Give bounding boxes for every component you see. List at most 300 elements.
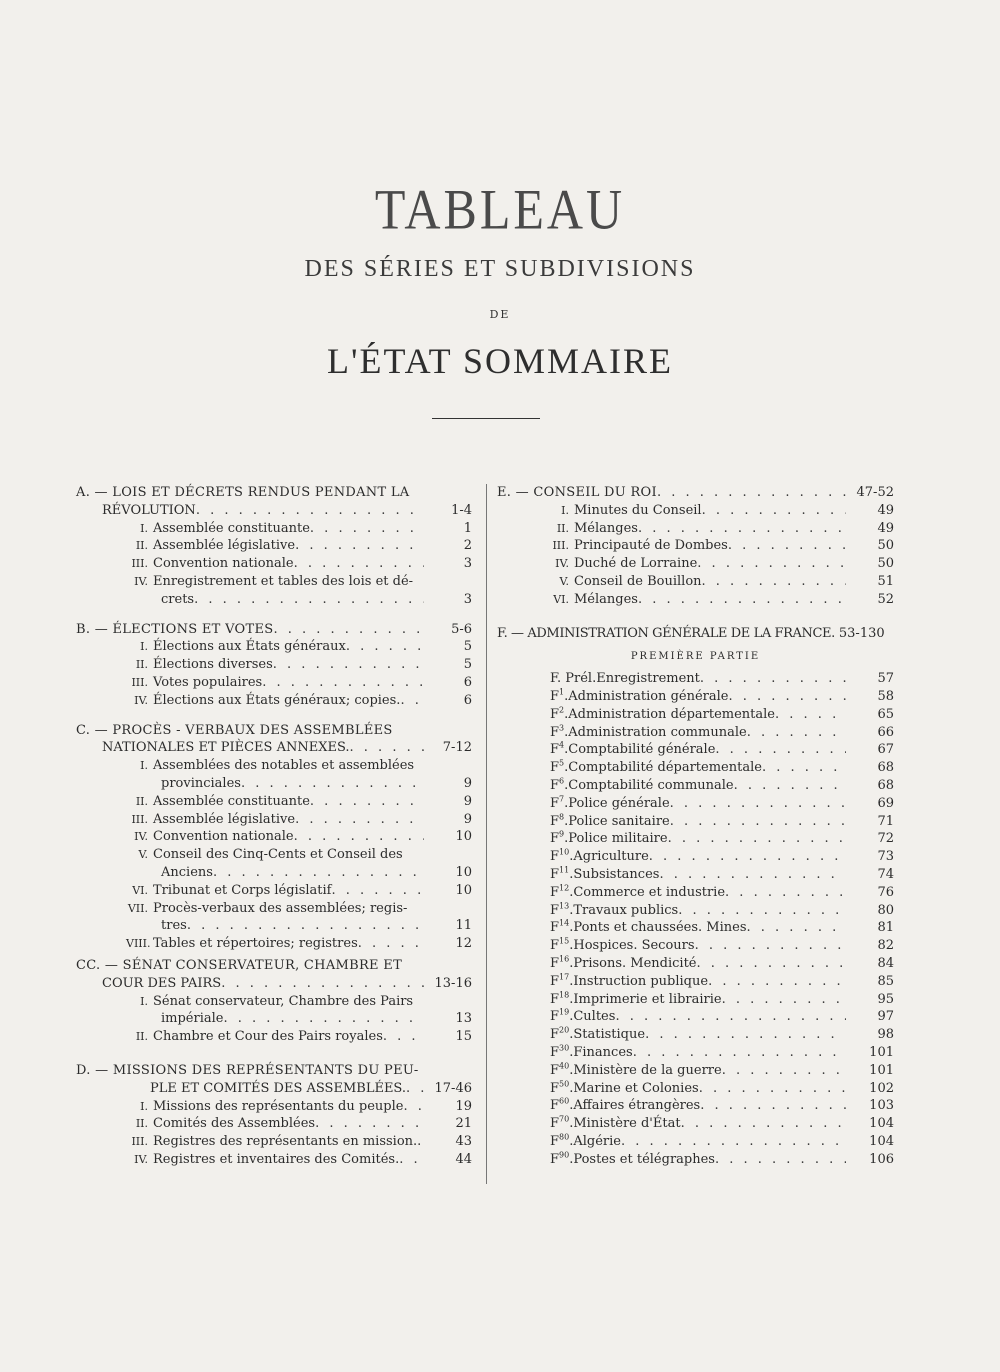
page-number: 9 [463,811,472,827]
toc-entry [497,520,894,538]
toc-entry [76,828,472,846]
dot-leader [399,1151,424,1169]
page-number: 101 [869,1062,894,1078]
series-code [550,991,573,1009]
section-e [497,484,894,609]
entry-text: Comptabilité départementale [568,760,762,776]
roman-numeral: IV. [555,557,569,571]
page-number: 10 [455,882,472,898]
toc-entry [497,1115,894,1133]
dot-leader [615,1008,846,1026]
section-heading-cont: PLE ET COMITÉS DES ASSEMBLÉES. [150,1080,407,1096]
page-number: 102 [869,1080,894,1096]
series-letter: F [550,849,560,865]
entry-text: Assemblées des notables et assemblées [153,758,415,774]
dot-leader [715,1151,846,1169]
dot-leader [294,828,424,846]
dot-leader [403,1098,424,1116]
dot-leader [697,555,846,573]
section-heading-cont: NATIONALES ET PIÈCES ANNEXES. [102,740,350,756]
separator: . [569,1116,574,1132]
entry-text: Minutes du Conseil [574,502,702,518]
toc-entry [76,674,472,692]
series-letter: F [550,902,560,918]
toc-entry [76,846,472,864]
section-heading-cont: RÉVOLUTION [102,502,196,518]
page-number: 43 [455,1134,472,1150]
page-number: 57 [877,671,894,687]
separator: . [569,1133,574,1149]
page-number: 98 [877,1027,894,1043]
toc-entry [497,848,894,866]
page-number: 3 [463,556,472,572]
page-number: 49 [877,520,894,536]
entry-text: Enregistrement et tables des lois et dé- [153,573,414,589]
page-number: 10 [455,829,472,845]
toc-entry [76,656,472,674]
toc-entry [497,1062,894,1080]
toc-entry [76,1028,472,1046]
roman-numeral: III. [131,675,148,689]
series-number: 19 [559,1007,570,1017]
roman-numeral: III. [552,539,569,553]
page-number: 82 [877,938,894,954]
series-number: 2 [559,705,565,715]
page-number: 2 [463,538,472,554]
roman-numeral: II. [135,539,148,553]
dot-leader [645,1026,846,1044]
toc-entry [497,813,894,831]
entry-text: Élections aux États généraux; copies. [153,692,401,708]
entry-text: Principauté de Dombes [574,538,728,554]
series-number: 15 [559,936,570,946]
toc-entry [76,1098,472,1116]
series-number: 1 [559,687,565,697]
dot-leader [406,1080,424,1098]
series-letter: F [550,795,560,811]
dot-leader [383,1028,424,1046]
series-letter: F. Prél. [550,671,597,687]
dot-leader [668,830,846,848]
dot-leader [697,955,847,973]
separator: . [569,849,574,865]
entry-text: Subsistances [573,866,660,882]
toc-entry [497,955,894,973]
series-letter: F [550,760,560,776]
page-number: 44 [455,1151,472,1167]
dot-leader [728,537,846,555]
entry-text: Prisons. Mendicité [573,955,697,971]
series-code [550,866,573,884]
series-letter: F [550,1098,560,1114]
page-number: 3 [463,591,472,607]
dot-leader [221,975,424,993]
series-code [550,1133,573,1151]
toc-entry [497,937,894,955]
dot-leader [273,621,424,639]
toc-entry [497,688,894,706]
dot-leader [681,1115,846,1133]
toc-entry-cont [76,591,472,609]
separator: . [564,760,569,776]
series-number: 16 [559,954,570,964]
page-subtitle: DES SÉRIES ET SUBDIVISIONS [304,256,696,282]
toc-entry [497,866,894,884]
entry-text: Registres des représentants en mission. [153,1134,418,1150]
entry-text: Mélanges [574,591,638,607]
series-code [550,1151,573,1169]
series-code [550,741,568,759]
section-heading: C. — PROCÈS - VERBAUX DES ASSEMBLÉES [76,722,393,738]
series-letter: F [550,991,560,1007]
entry-text: Mélanges [574,520,638,536]
page-number: 9 [463,775,472,791]
right-column [497,484,894,1168]
toc-entry [76,1133,472,1151]
entry-text-cont: Anciens [161,864,213,880]
series-number: 20 [559,1025,570,1035]
separator: . [569,938,574,954]
dot-leader [196,502,424,520]
series-letter: F [550,1151,560,1167]
roman-numeral: V. [559,574,569,588]
series-number: 90 [559,1150,570,1160]
page-number: 95 [877,991,894,1007]
part-label: PREMIÈRE PARTIE [630,651,761,663]
entry-text: Marine et Colonies [573,1080,699,1096]
entry-text: Élections aux États généraux [153,639,346,655]
toc-entry [497,484,894,502]
series-number: 80 [559,1132,570,1142]
series-number: 18 [559,990,570,1000]
entry-text: Registres et inventaires des Comités. [153,1151,400,1167]
toc-entry [76,757,472,775]
toc-entry [76,638,472,656]
page-number: 49 [877,502,894,518]
separator: . [564,777,569,793]
entry-text: Hospices. Secours [573,938,695,954]
roman-numeral: I. [140,1099,148,1113]
roman-numeral: V. [138,848,148,862]
dot-leader [621,1133,846,1151]
roman-numeral: IV. [134,693,148,707]
series-letter: F [550,866,560,882]
page-title-secondary: L'ÉTAT SOMMAIRE [327,341,673,381]
series-code [550,777,568,795]
series-number: 12 [559,883,570,893]
section-f [497,625,894,1169]
toc-entry-cont [76,917,472,935]
page-number: 53-130 [838,625,885,641]
dot-leader [262,674,424,692]
series-number: 50 [559,1079,570,1089]
entry-text: Tables et répertoires; registres [153,936,358,952]
page-number: 104 [869,1116,894,1132]
dot-leader [657,484,846,502]
toc-entry [497,625,894,643]
series-code [550,795,568,813]
toc-entry [76,555,472,573]
dot-leader [728,688,846,706]
toc-entry [497,502,894,520]
series-letter: F [550,1027,560,1043]
entry-text: Police générale [568,795,670,811]
toc-entry [76,993,472,1011]
entry-text: Police militaire [568,831,668,847]
roman-numeral: II. [135,794,148,808]
page-number: 5-6 [451,621,472,637]
page-number: 58 [877,688,894,704]
page-number: 67 [877,742,894,758]
toc-entry [497,1151,894,1169]
entry-text: Tribunat et Corps législatif [153,882,332,898]
dot-leader [670,813,846,831]
toc-entry [497,1097,894,1115]
separator: . [564,706,569,722]
entry-text: Comptabilité générale [568,742,716,758]
dot-leader [702,502,846,520]
toc-entry [497,777,894,795]
toc-entry [497,759,894,777]
section-c [76,722,472,953]
entry-text: Assemblée constituante [153,793,310,809]
series-number: 60 [559,1096,570,1106]
entry-text-cont: impériale [161,1011,224,1027]
series-letter: F [550,1133,560,1149]
dot-leader [659,866,846,884]
series-number: 14 [559,919,570,928]
series-letter: F [550,706,560,722]
dot-leader [725,884,846,902]
entry-text-cont: crets [161,591,195,607]
page-number: 65 [877,706,894,722]
toc-entry [497,919,894,937]
section-d [76,1062,472,1169]
series-number: 13 [559,901,570,911]
series-number: 40 [559,1061,570,1071]
toc-entry [76,811,472,829]
dot-leader [670,795,846,813]
separator: . [569,973,574,989]
entry-text: Chambre et Cour des Pairs royales [153,1029,383,1045]
dot-leader [417,1133,424,1151]
toc-entry-cont [76,1010,472,1028]
series-code [550,724,568,742]
dot-leader [700,670,846,688]
series-code [550,1008,573,1026]
separator: . [569,1027,574,1043]
series-code [550,1062,573,1080]
roman-numeral: VI. [553,592,569,606]
roman-numeral: I. [561,503,569,517]
series-code [550,1097,573,1115]
entry-text: Ministère de la guerre [573,1062,722,1078]
page-number: 50 [877,556,894,572]
page-number: 51 [877,573,894,589]
separator: . [569,1009,574,1025]
entry-text: Affaires étrangères [573,1098,701,1114]
separator: . [569,920,574,936]
toc-entry [497,1044,894,1062]
separator: . [569,866,574,882]
dot-leader [649,848,846,866]
series-number: 8 [559,812,565,822]
toc-entry [497,902,894,920]
page-number: 15 [455,1029,472,1045]
dot-leader [315,1115,424,1133]
series-code [550,759,568,777]
series-number: 11 [559,865,570,875]
entry-text-cont: tres [161,918,187,934]
dot-leader [695,937,846,955]
dot-leader [241,775,424,793]
roman-numeral: III. [131,1135,148,1149]
dot-leader [358,935,424,953]
separator: . [569,1062,574,1078]
series-number: 30 [559,1043,570,1053]
dot-leader [775,706,846,724]
toc-entry [76,573,472,591]
series-code [550,830,568,848]
roman-numeral: IV. [134,830,148,844]
dot-leader [295,811,424,829]
toc-entry [497,991,894,1009]
dot-leader [633,1044,846,1062]
toc-entry [497,741,894,759]
page-number: 68 [877,760,894,776]
series-letter: F [550,938,560,954]
series-code [550,919,573,937]
separator: . [569,1151,574,1167]
left-column [76,484,472,1169]
series-number: 7 [559,794,565,804]
series-letter: F [550,1009,560,1025]
entry-text: Duché de Lorraine [574,556,698,572]
title-connector: DE [489,308,511,321]
page-number: 71 [877,813,894,829]
entry-text: Administration communale [568,724,747,740]
series-number: 3 [559,723,565,733]
toc-entry [497,591,894,609]
series-number: 6 [559,776,565,786]
page-number: 73 [877,849,894,865]
series-number: 17 [559,972,570,982]
dot-leader [734,777,846,795]
toc-entry [76,502,472,520]
entry-text: Conseil de Bouillon [574,573,702,589]
page-number: 81 [877,920,894,936]
page-number: 84 [877,955,894,971]
column-divider [486,484,487,1184]
roman-numeral: I. [140,759,148,773]
separator: . [569,991,574,1007]
toc-entry [497,1133,894,1151]
toc-entry-cont [76,864,472,882]
section-heading: F. — ADMINISTRATION GÉNÉRALE DE LA FRANCE. [497,625,835,641]
section-heading: B. — ÉLECTIONS ET VOTES [76,621,274,637]
page-number: 74 [877,866,894,882]
entry-text: Statistique [573,1027,646,1043]
dot-leader [715,741,846,759]
series-code [550,902,573,920]
dot-leader [702,573,846,591]
entry-text: Comités des Assemblées [153,1116,316,1132]
page-number: 52 [877,591,894,607]
series-code [550,1080,573,1098]
page-number: 5 [463,639,472,655]
roman-numeral: II. [135,1030,148,1044]
dot-leader [762,759,846,777]
toc-entry [497,706,894,724]
dot-leader [213,864,424,882]
entry-text-cont: provinciales [161,775,241,791]
series-number: 4 [559,741,565,751]
series-code [550,973,573,991]
toc-entry [497,670,894,688]
series-code [550,813,568,831]
series-code [550,937,573,955]
toc-entry [497,973,894,991]
series-letter: F [550,955,560,971]
dot-leader [700,1097,846,1115]
page-number: 80 [877,902,894,918]
roman-numeral: I. [140,640,148,654]
page-number: 13 [455,1011,472,1027]
entry-text: Postes et télégraphes [573,1151,715,1167]
entry-text: Comptabilité communale [568,777,734,793]
entry-text: Ministère d'État [573,1116,681,1132]
series-number: 5 [559,758,565,768]
page-number: 72 [877,831,894,847]
page-number: 17-46 [434,1080,472,1096]
page-title: TABLEAU [374,176,626,242]
dot-leader [699,1080,846,1098]
page-number: 11 [455,918,472,934]
series-code [550,670,596,688]
separator: . [569,1044,574,1060]
series-letter: F [550,1044,560,1060]
separator: . [564,724,569,740]
entry-text: Imprimerie et librairie [573,991,722,1007]
dot-leader [194,591,424,609]
series-code [550,706,568,724]
toc-entry [76,537,472,555]
series-letter: F [550,973,560,989]
page-number: 1 [463,520,472,536]
page-number: 10 [455,864,472,880]
entry-text: Agriculture [573,849,649,865]
entry-text: Commerce et industrie [573,884,726,900]
page-number: 6 [463,692,472,708]
section-heading-cont: COUR DES PAIRS [102,975,222,991]
title-rule [432,418,540,419]
page-number: 68 [877,777,894,793]
entry-text: Missions des représentants du peuple [153,1098,404,1114]
series-code [550,955,573,973]
entry-text: Convention nationale [153,556,294,572]
roman-numeral: II. [556,521,569,535]
entry-text: Police sanitaire [568,813,670,829]
series-number: 9 [559,830,565,840]
separator: . [564,813,569,829]
dot-leader [294,555,424,573]
series-code [550,884,573,902]
series-letter: F [550,831,560,847]
separator: . [569,902,574,918]
dot-leader [331,882,424,900]
dot-leader [187,917,424,935]
entry-text: Enregistrement [596,671,700,687]
